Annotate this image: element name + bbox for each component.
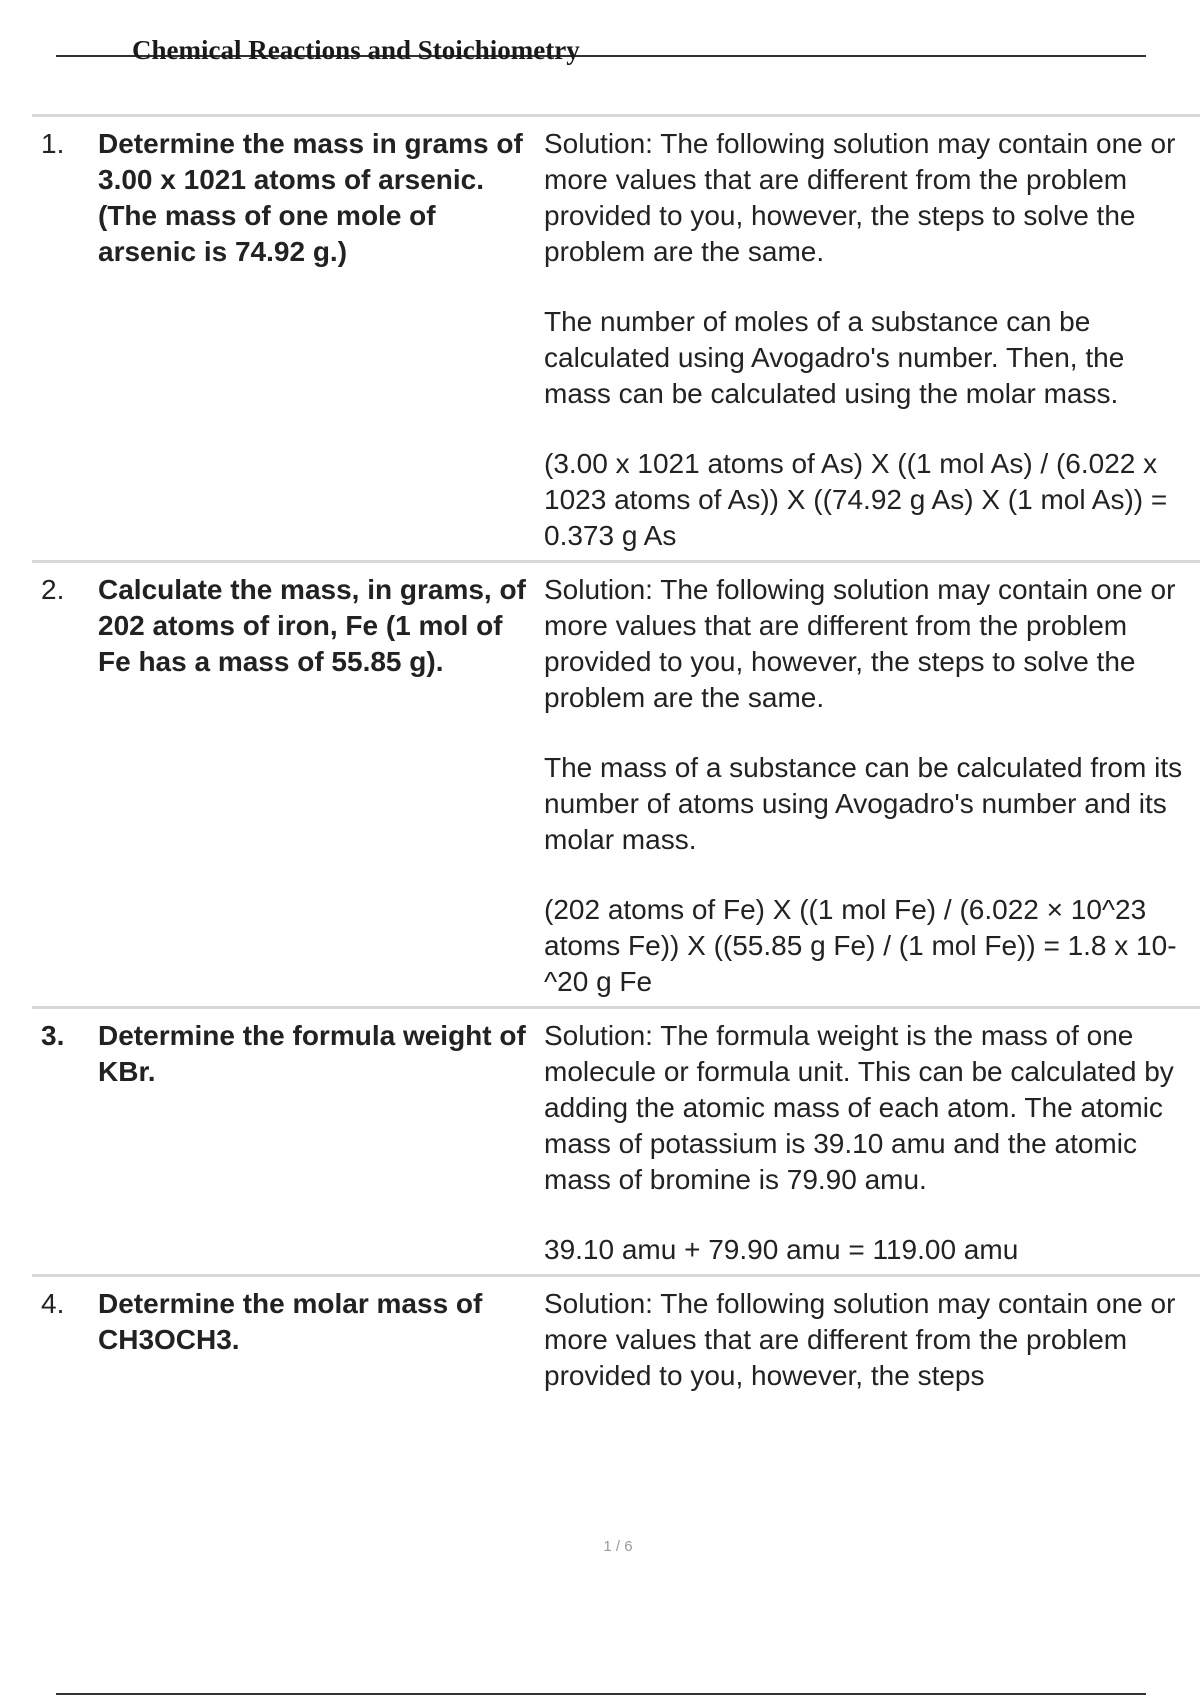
- solution-calculation: 39.10 amu + 79.90 amu = 119.00 amu: [544, 1234, 1019, 1265]
- solution-calculation: (3.00 x 1021 atoms of As) X ((1 mol As) / (6.022 x 1023 atoms of As)) X ((74.92 g As) X (1 mol As)) = 0.373 g As: [544, 448, 1168, 551]
- solution-cell: [544, 572, 1196, 1006]
- solution-paragraph: Solution: The following solution may contain one or more values that are different from the problem provided to you, however, the steps to solve the problem are the same.: [544, 128, 1176, 267]
- question-text: Calculate the mass, in grams, of 202 atoms of iron, Fe (1 mol of Fe has a mass of 55.85 g).: [98, 574, 526, 677]
- question-number: 2.: [41, 574, 65, 605]
- question-row-2: [32, 560, 1200, 1006]
- question-row-1: [32, 114, 1200, 560]
- question-number: 1.: [41, 128, 65, 159]
- solution-calculation: (202 atoms of Fe) X ((1 mol Fe) / (6.022 × 10^23 atoms Fe)) X ((55.85 g Fe) / (1 mol Fe)) = 1.8 x 10-^20 g Fe: [544, 894, 1177, 997]
- question-number: 4.: [41, 1288, 65, 1319]
- question-row-4: [32, 1274, 1200, 1406]
- question-number: 3.: [41, 1020, 65, 1051]
- solution-paragraph: Solution: The following solution may contain one or more values that are different from the problem provided to you, however, the steps to solve the problem are the same.: [544, 574, 1176, 713]
- solution-cell: [544, 1286, 1196, 1406]
- question-row-3: [32, 1006, 1200, 1274]
- document-title: Chemical Reactions and Stoichiometry: [132, 35, 580, 65]
- question-text: Determine the molar mass of CH3OCH3.: [98, 1288, 483, 1355]
- question-table: [32, 114, 1200, 1406]
- question-text: Determine the formula weight of KBr.: [98, 1020, 526, 1087]
- solution-paragraph: The number of moles of a substance can be calculated using Avogadro's number. Then, the mass can be calculated using the molar mass.: [544, 306, 1125, 409]
- footer-rule: [56, 1693, 1146, 1695]
- page-header: [56, 34, 1146, 64]
- page-number: 1 / 6: [603, 1538, 633, 1555]
- solution-paragraph: Solution: The formula weight is the mass of one molecule or formula unit. This can be calculated by adding the atomic mass of each atom. The atomic mass of potassium is 39.10 amu and the atomic mass of bromine is 79.90 amu.: [544, 1020, 1174, 1195]
- solution-cell: [544, 126, 1196, 560]
- solution-paragraph: Solution: The following solution may contain one or more values that are different from the problem provided to you, however, the steps: [544, 1288, 1176, 1391]
- question-text: Determine the mass in grams of 3.00 x 1021 atoms of arsenic. (The mass of one mole of arsenic is 74.92 g.): [98, 128, 523, 267]
- solution-paragraph: The mass of a substance can be calculated from its number of atoms using Avogadro's number and its molar mass.: [544, 752, 1183, 855]
- solution-cell: [544, 1018, 1196, 1274]
